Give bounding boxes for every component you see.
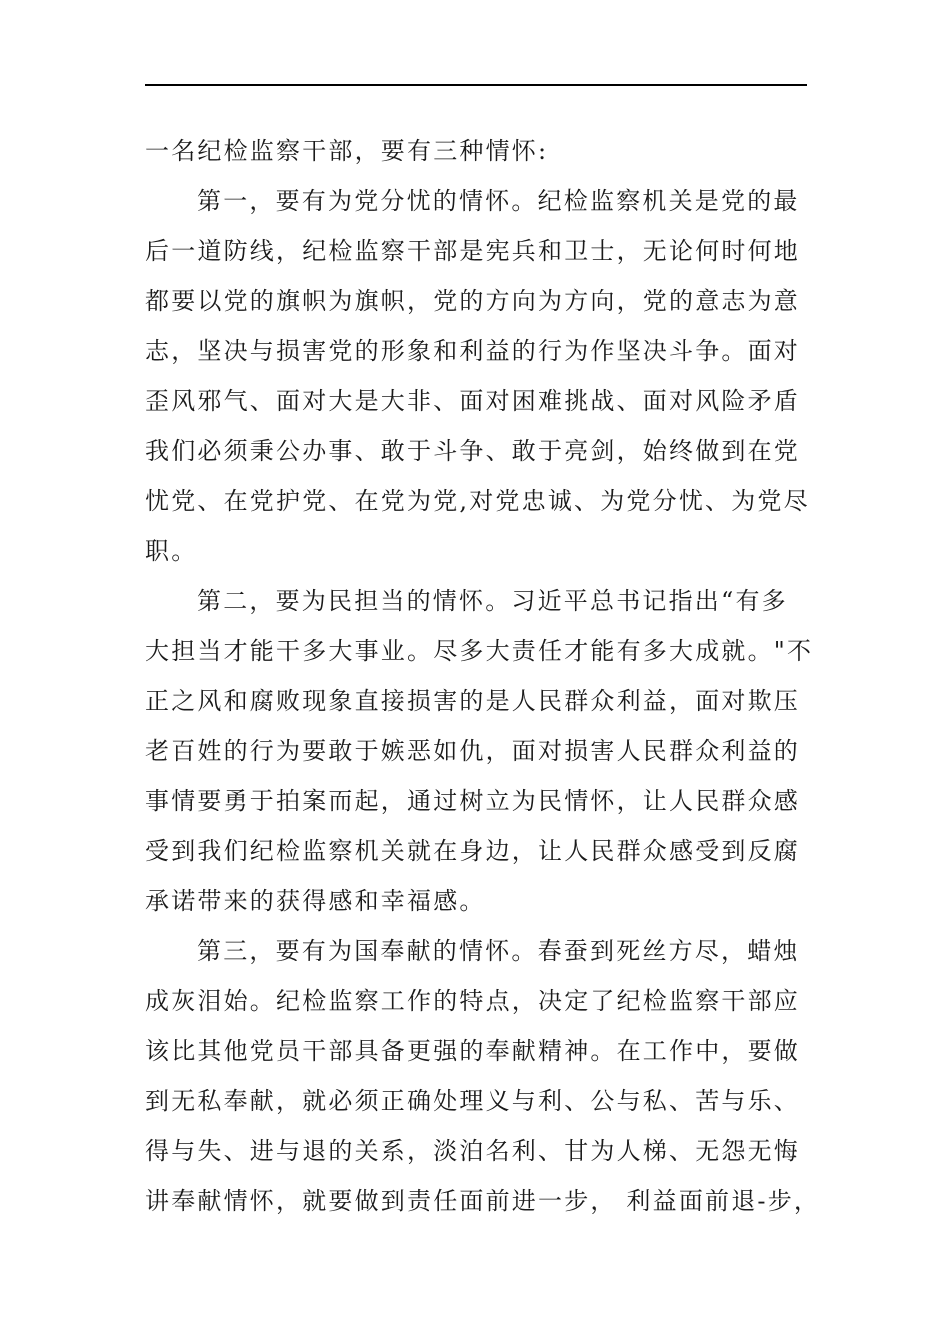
paragraph-1-line: 第一，要有为党分忧的情怀。纪检监察机关是党的最 — [197, 187, 800, 215]
paragraph-1-line: 后一道防线，纪检监察干部是宪兵和卫士，无论何时何地 — [145, 237, 800, 265]
paragraph-1-line: 歪风邪气、面对大是大非、面对困难挑战、面对风险矛盾 — [145, 387, 800, 415]
paragraph-3-line: 讲奉献情怀，就要做到责任面前进一步， 利益面前退-步， — [145, 1187, 821, 1215]
paragraph-3-line: 得与失、进与退的关系，淡泊名利、甘为人梯、无怨无悔 — [145, 1137, 800, 1165]
paragraph-1-line: 都要以党的旗帜为旗帜，党的方向为方向，党的意志为意 — [145, 287, 800, 315]
intro-line: 一名纪检监察干部，要有三种情怀: — [145, 137, 549, 165]
paragraph-3-line: 该比其他党员干部具备更强的奉献精神。在工作中，要做 — [145, 1037, 800, 1065]
paragraph-2-line: 大担当才能干多大事业。尽多大责任才能有多大成就。"不 — [145, 637, 814, 665]
header-rule — [145, 84, 807, 86]
paragraph-2-line: 第二，要为民担当的情怀。习近平总书记指出“有多 — [197, 587, 788, 615]
paragraph-3-line: 成灰泪始。纪检监察工作的特点，决定了纪检监察干部应 — [145, 987, 800, 1015]
paragraph-2-line: 老百姓的行为要敢于嫉恶如仇，面对损害人民群众利益的 — [145, 737, 800, 765]
paragraph-1-line: 志，坚决与损害党的形象和利益的行为作坚决斗争。面对 — [145, 337, 800, 365]
paragraph-2-line: 正之风和腐败现象直接损害的是人民群众利益，面对欺压 — [145, 687, 800, 715]
paragraph-2-line: 事情要勇于拍案而起，通过树立为民情怀，让人民群众感 — [145, 787, 800, 815]
paragraph-3-line: 到无私奉献，就必须正确处理义与利、公与私、苦与乐、 — [145, 1087, 800, 1115]
paragraph-2-line: 承诺带来的获得感和幸福感。 — [145, 887, 486, 915]
paragraph-3-line: 第三，要有为国奉献的情怀。春蚕到死丝方尽，蜡烛 — [197, 937, 800, 965]
paragraph-1-line: 职。 — [145, 537, 198, 565]
paragraph-1-line: 我们必须秉公办事、敢于斗争、敢于亮剑，始终做到在党 — [145, 437, 800, 465]
paragraph-2-line: 受到我们纪检监察机关就在身边，让人民群众感受到反腐 — [145, 837, 800, 865]
paragraph-1-line: 忧党、在党护党、在党为党,对党忠诚、为党分忧、为党尽 — [145, 487, 810, 515]
